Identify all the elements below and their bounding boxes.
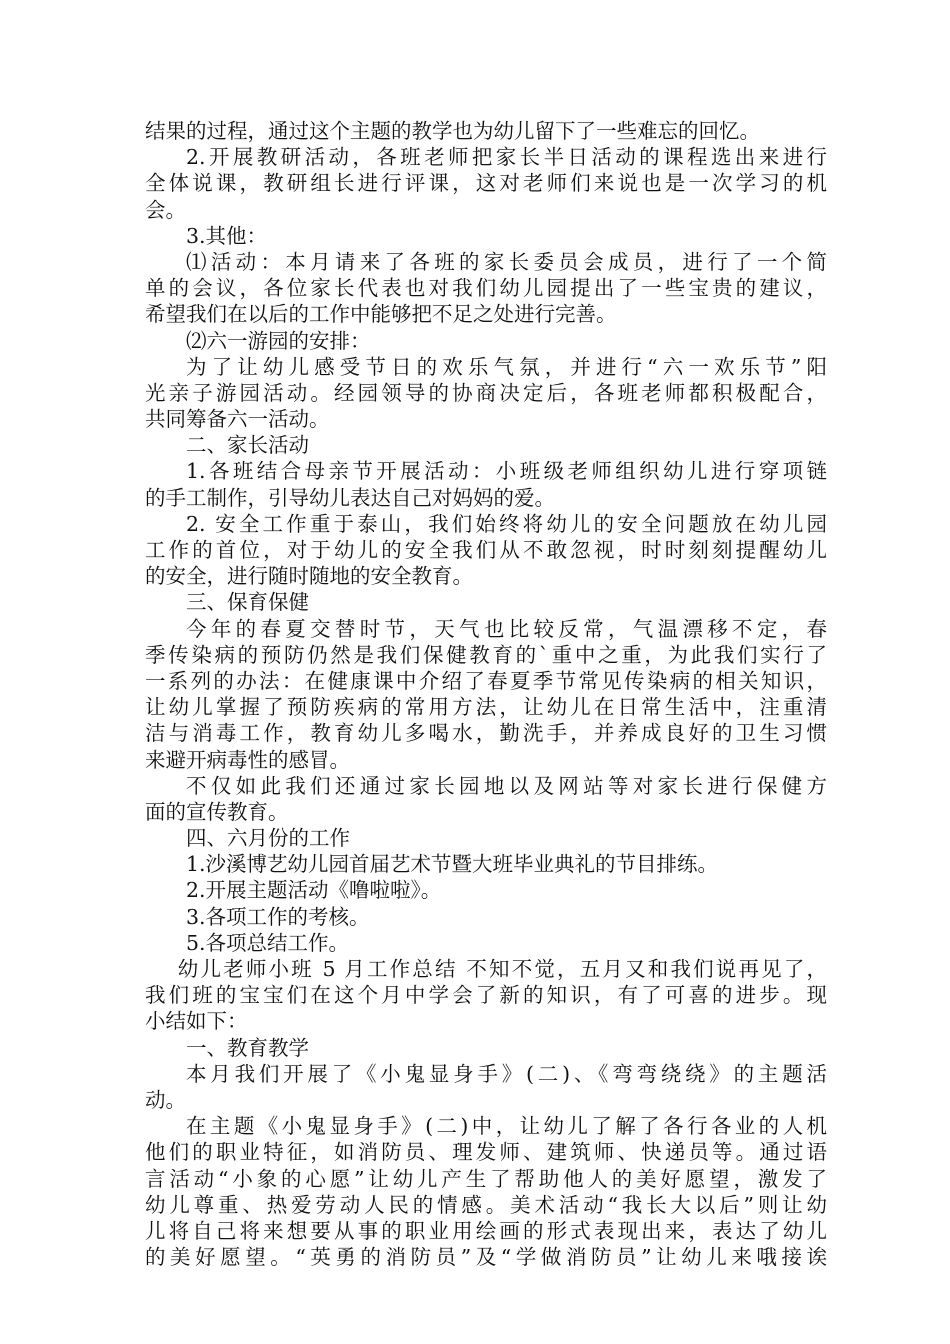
text-line: 儿将自己将来想要从事的职业用绘画的形式表现出来，表达了幼儿 <box>145 1218 827 1243</box>
text-line: 一系列的办法：在健康课中介绍了春夏季节常见传染病的相关知识， <box>145 668 827 693</box>
text-line: 为了让幼儿感受节日的欢乐气氛，并进行“六一欢乐节”阳 <box>186 354 827 379</box>
text-line: 本月我们开展了《小鬼显身手》(二)、《弯弯绕绕》的主题活 <box>186 1061 827 1086</box>
text-line: ⑵六一游园的安排： <box>186 328 371 353</box>
text-line: 全体说课，教研组长进行评课，这对老师们来说也是一次学习的机 <box>145 171 827 196</box>
text-line: 1.各班结合母亲节开展活动：小班级老师组织幼儿进行穿项链 <box>186 459 827 484</box>
text-line: 来避开病毒性的感冒。 <box>145 747 350 772</box>
text-line: 在主题《小鬼显身手》(二)中，让幼儿了解了各行各业的人机 <box>186 1114 827 1139</box>
text-line: 5.各项总结工作。 <box>186 930 350 955</box>
text-line: ⑴活动：本月请来了各班的家长委员会成员，进行了一个简 <box>186 249 827 274</box>
text-line: 让幼儿掌握了预防疾病的常用方法，让幼儿在日常生活中，注重清 <box>145 695 827 720</box>
text-line: 他们的职业特征，如消防员、理发师、建筑师、快递员等。通过语 <box>145 1140 827 1165</box>
text-line: 四、六月份的工作 <box>186 826 350 851</box>
text-line: 会。 <box>145 197 186 222</box>
text-line: 小结如下： <box>145 1009 248 1034</box>
text-line: 言活动“小象的心愿”让幼儿产生了帮助他人的美好愿望，激发了 <box>145 1166 827 1191</box>
text-line: 工作的首位，对于幼儿的安全我们从不敢忽视，时时刻刻提醒幼儿 <box>145 538 827 562</box>
text-line: 的安全，进行随时随地的安全教育。 <box>145 564 473 589</box>
text-line: 幼儿老师小班 5 月工作总结 不知不觉，五月又和我们说再见了， <box>177 957 827 981</box>
text-line: 3.各项工作的考核。 <box>186 904 370 929</box>
text-line: 2.开展教研活动，各班老师把家长半日活动的课程选出来进行 <box>186 145 827 170</box>
text-line: 面的宣传教育。 <box>145 799 289 824</box>
text-line: 二、家长活动 <box>186 433 309 458</box>
text-line: 洁与消毒工作，教育幼儿多喝水，勤洗手，并养成良好的卫生习惯 <box>145 721 827 746</box>
document-page <box>145 118 827 1270</box>
text-line: 结果的过程，通过这个主题的教学也为幼儿留下了一些难忘的回忆。 <box>145 119 760 143</box>
text-line: 共同筹备六一活动。 <box>145 407 330 432</box>
text-line: 2. 安全工作重于泰山，我们始终将幼儿的安全问题放在幼儿园 <box>186 511 827 536</box>
text-line: 的手工制作，引导幼儿表达自己对妈妈的爱。 <box>145 485 555 510</box>
text-line: 希望我们在以后的工作中能够把不足之处进行完善。 <box>145 302 617 327</box>
text-line: 光亲子游园活动。经园领导的协商决定后，各班老师都积极配合， <box>145 380 827 405</box>
text-line: 不仅如此我们还通过家长园地以及网站等对家长进行保健方 <box>186 773 827 798</box>
text-line: 3.其他： <box>186 223 268 248</box>
text-line: 我们班的宝宝们在这个月中学会了新的知识，有了可喜的进步。现 <box>145 983 827 1008</box>
text-line: 动。 <box>145 1087 186 1112</box>
text-line: 今年的春夏交替时节，天气也比较反常，气温漂移不定，春 <box>186 616 827 641</box>
text-line: 的美好愿望。“英勇的消防员”及“学做消防员”让幼儿来哦接诶 <box>145 1245 827 1270</box>
text-line: 幼儿尊重、热爱劳动人民的情感。美术活动“我长大以后”则让幼 <box>145 1192 827 1217</box>
text-line: 季传染病的预防仍然是我们保健教育的`重中之重，为此我们实行了 <box>145 642 827 667</box>
text-line: 单的会议，各位家长代表也对我们幼儿园提出了一些宝贵的建议， <box>145 276 827 301</box>
text-line: 1.沙溪博艺幼儿园首届艺术节暨大班毕业典礼的节目排练。 <box>186 852 719 877</box>
text-line: 一、教育教学 <box>186 1035 309 1060</box>
text-line: 2.开展主题活动《噜啦啦》。 <box>186 878 442 903</box>
text-line: 三、保育保健 <box>186 590 309 615</box>
